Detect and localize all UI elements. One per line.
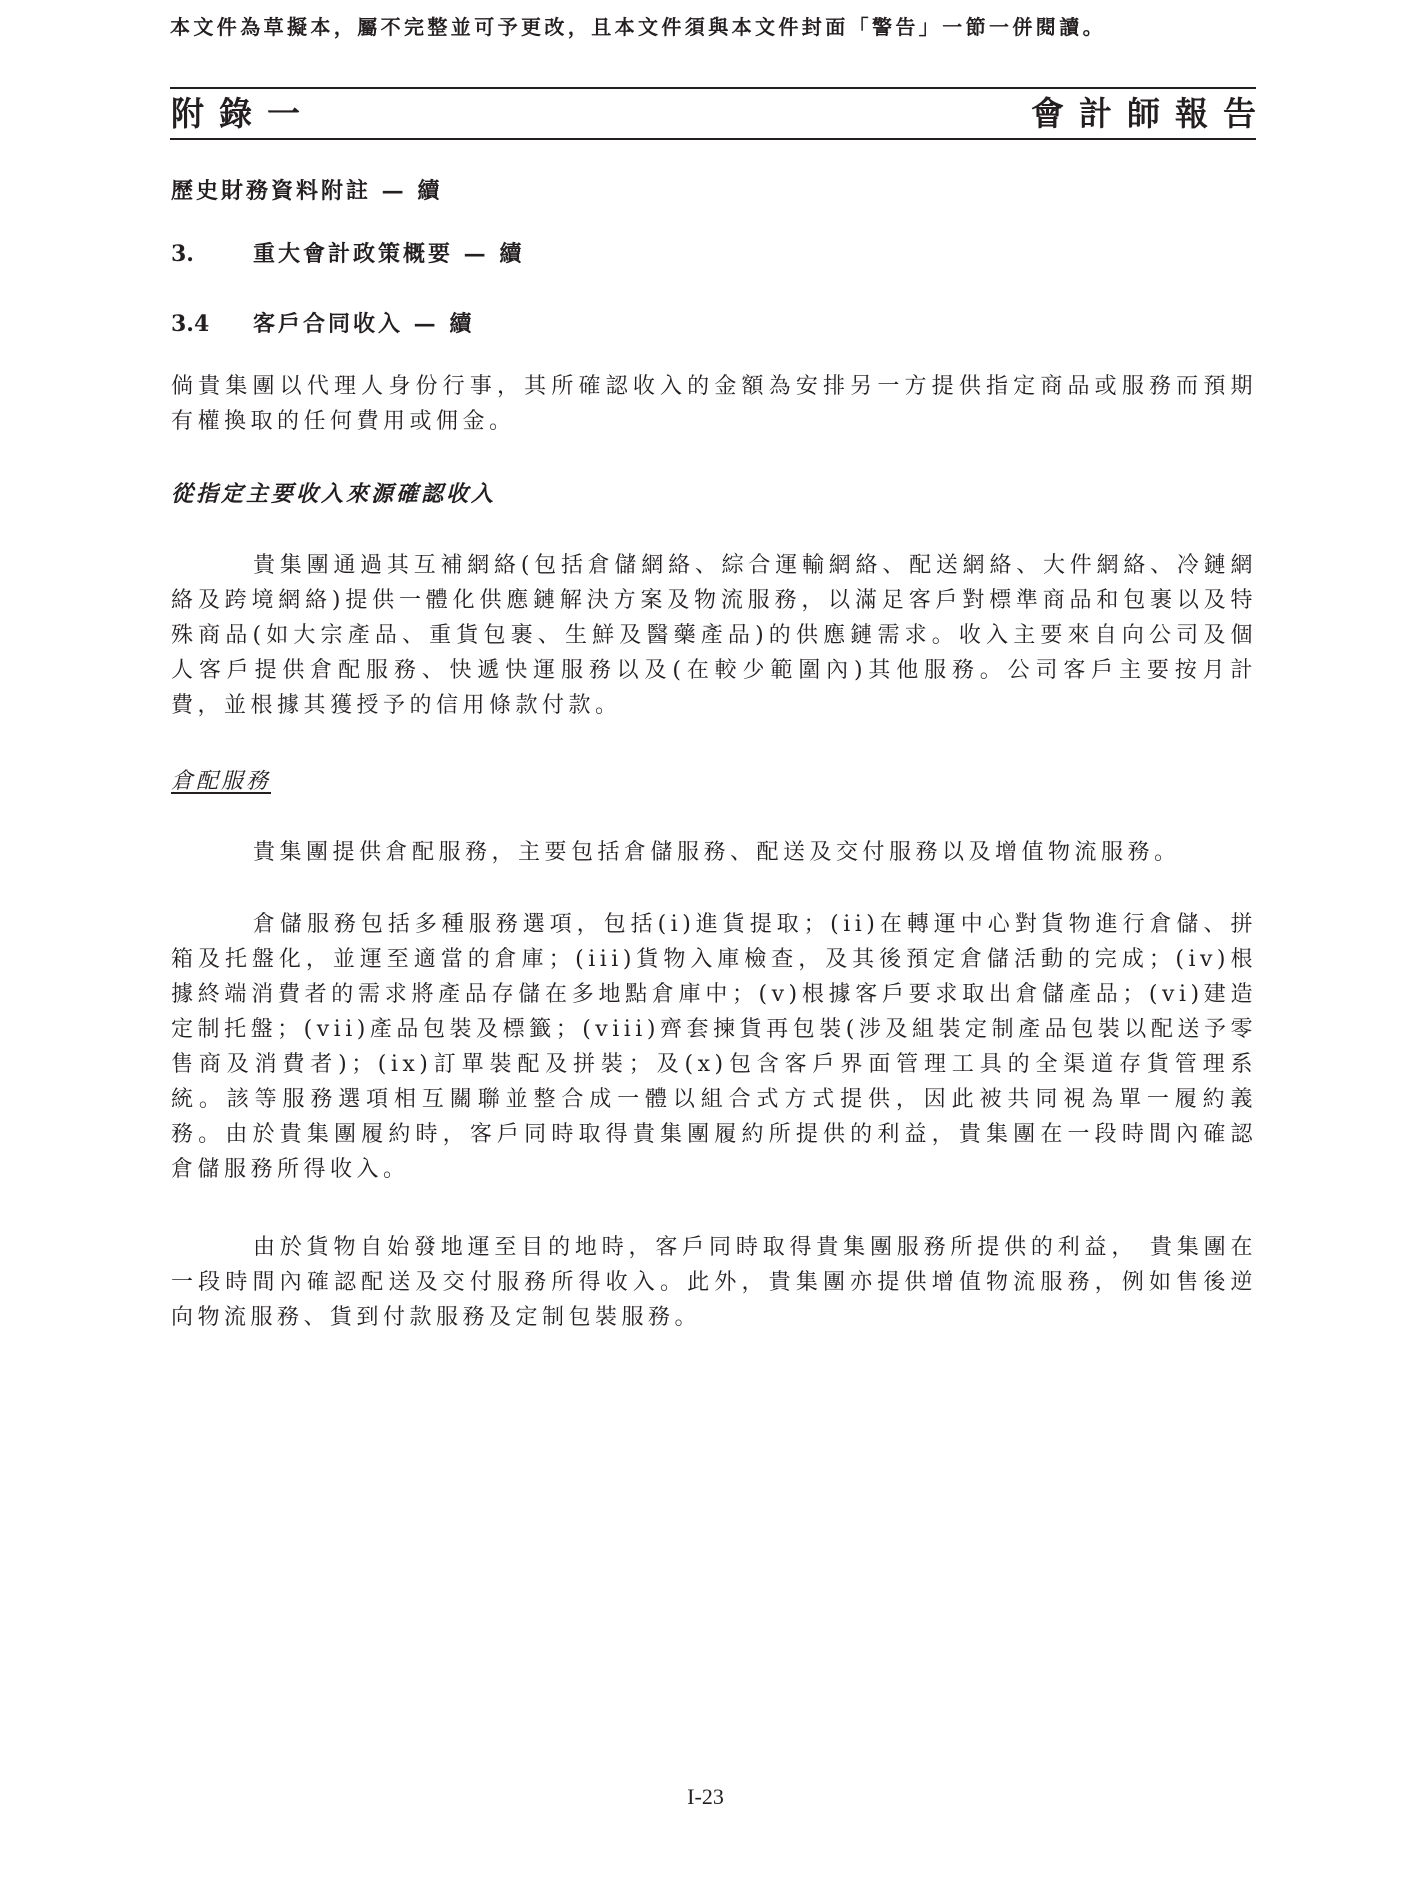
- header-rule-top: [170, 87, 1256, 89]
- subsection-title: 客戶合同收入 — 續: [253, 311, 475, 337]
- section-number: 3.: [171, 241, 194, 267]
- subsection-heading: [171, 309, 474, 339]
- revenue-sources-heading: 從指定主要收入來源確認收入: [171, 481, 497, 507]
- delivery-paragraph: 由於貨物自始發地運至目的地時，客戶同時取得貴集團服務所提供的利益， 貴集團在一段時間內確認配送及交付服務所得收入。此外，貴集團亦提供增值物流服務，例如售後逆向物流服務、貨到付款服務及定制包裝服務。: [171, 1235, 1257, 1330]
- subsection-number: 3.4: [171, 311, 210, 337]
- draft-notice: 本文件為草擬本，屬不完整並可予更改，且本文件須與本文件封面「警告」一節一併閱讀。: [170, 15, 1106, 39]
- section-title: 重大會計政策概要 — 續: [253, 241, 525, 267]
- header-rule-bottom: [170, 138, 1256, 140]
- warehouse-heading: 倉配服務: [171, 769, 272, 794]
- notes-title: 歷史財務資料附註 — 續: [171, 178, 443, 204]
- storage-paragraph: 倉儲服務包括多種服務選項，包括(i)進貨提取；(ii)在轉運中心對貨物進行倉儲、拼箱及托盤化，並運至適當的倉庫；(iii)貨物入庫檢查，及其後預定倉儲活動的完成；(iv)根據終端消費者的需求將產品存儲在多地點倉庫中；(v)根據客戶要求取出倉儲產品；(vi)建造定制托盤；(vii)產品包裝及標籤；(viii)齊套揀貨再包裝(涉及組裝定制產品包裝以配送予零售商及消費者)；(ix)訂單裝配及拼裝；及(x)包含客戶界面管理工具的全渠道存貨管理系統。該等服務選項相互關聯並整合成一體以組合式方式提供，因此被共同視為單一履約義務。由於貴集團履約時，客戶同時取得貴集團履約所提供的利益，貴集團在一段時間內確認倉儲服務所得收入。: [171, 912, 1257, 1182]
- page-number: I-23: [687, 1784, 724, 1809]
- warehouse-intro-paragraph: 貴集團提供倉配服務，主要包括倉儲服務、配送及交付服務以及增值物流服務。: [253, 840, 1181, 865]
- agent-paragraph: 倘貴集團以代理人身份行事，其所確認收入的金額為安排另一方提供指定商品或服務而預期有權換取的任何費用或佣金。: [171, 374, 1257, 434]
- network-paragraph: 貴集團通過其互補網絡(包括倉儲網絡、綜合運輸網絡、配送網絡、大件網絡、冷鏈網絡及跨境網絡)提供一體化供應鏈解決方案及物流服務，以滿足客戶對標準商品和包裹以及特殊商品(如大宗產品、重貨包裹、生鮮及醫藥產品)的供應鏈需求。收入主要來自向公司及個人客戶提供倉配服務、快遞快運服務以及(在較少範圍內)其他服務。公司客戶主要按月計費，並根據其獲授予的信用條款付款。: [171, 553, 1257, 718]
- appendix-label: 附錄一: [171, 94, 315, 133]
- section-heading: [171, 239, 524, 269]
- report-title: 會計師報告: [1031, 94, 1271, 133]
